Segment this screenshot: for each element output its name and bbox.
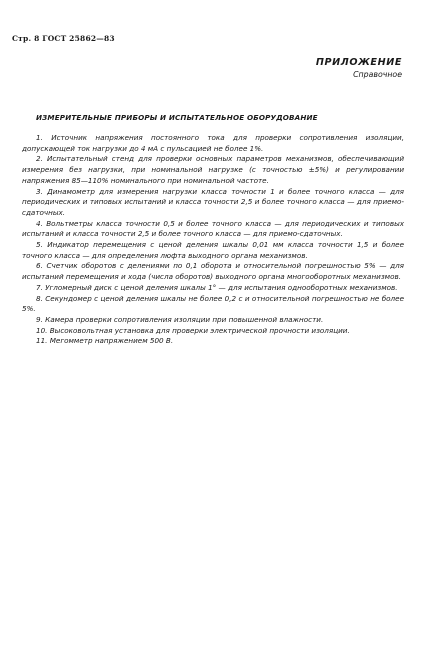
list-item: 8. Секундомер с ценой деления шкалы не более 0,2 с и относительной погрешностью не более 5%. [22,293,404,314]
list-item: 11. Мегомметр напряжением 500 В. [36,336,174,346]
list-item: 6. Счетчик оборотов с делениями по 0,1 оборота и относительной погрешностью 5% — для испытаний перемещения и хода (числа оборотов) выходного органа многооборотных механизмов. [22,261,404,282]
list-item: 3. Динамометр для измерения нагрузки класса точности 1 и более точного класса — для периодических и типовых испытаний и класса точности 2,5 и более точного класса — для приемо-сдаточных. [22,186,404,217]
appendix-subtitle: Справочное [353,70,402,79]
appendix-title: ПРИЛОЖЕНИЕ [315,57,402,68]
list-item: 7. Угломерный диск с ценой деления шкалы 1° — для испытания однооборотных механизмов. [36,282,398,292]
equipment-list [22,133,404,347]
list-item: 2. Испытательный стенд для проверки основных параметров механизмов, обеспечивающий измерения без нагрузки, при номинальной нагрузке (с точностью ±5%) и регулировании напряжения 85—110% номинального при номинальной частоте. [22,154,404,185]
list-item: 10. Высоковольтная установка для проверки электрической прочности изоляции. [36,325,350,335]
list-item: 1. Источник напряжения постоянного тока для проверки сопротивления изоляции, допускающей ток нагрузки до 4 мА с пульсацией не более 1%. [22,133,404,153]
list-item: 9. Камера проверки сопротивления изоляции при повышенной влажности. [36,314,324,324]
list-item: 4. Вольтметры класса точности 0,5 и более точного класса — для периодических и типовых испытаний и класса точности 2,5 и более точного класса — для приемо-сдаточных. [22,218,404,239]
appendix-label [316,56,402,80]
list-item: 5. Индикатор перемещения с ценой деления шкалы 0,01 мм класса точности 1,5 и более точного класса — для определения люфта выходного органа механизмов. [22,240,404,260]
section-title: ИЗМЕРИТЕЛЬНЫЕ ПРИБОРЫ И ИСПЫТАТЕЛЬНОЕ ОБОРУДОВАНИЕ [36,113,318,122]
page-header: Стр. 8 ГОСТ 25862—83 [12,34,115,43]
